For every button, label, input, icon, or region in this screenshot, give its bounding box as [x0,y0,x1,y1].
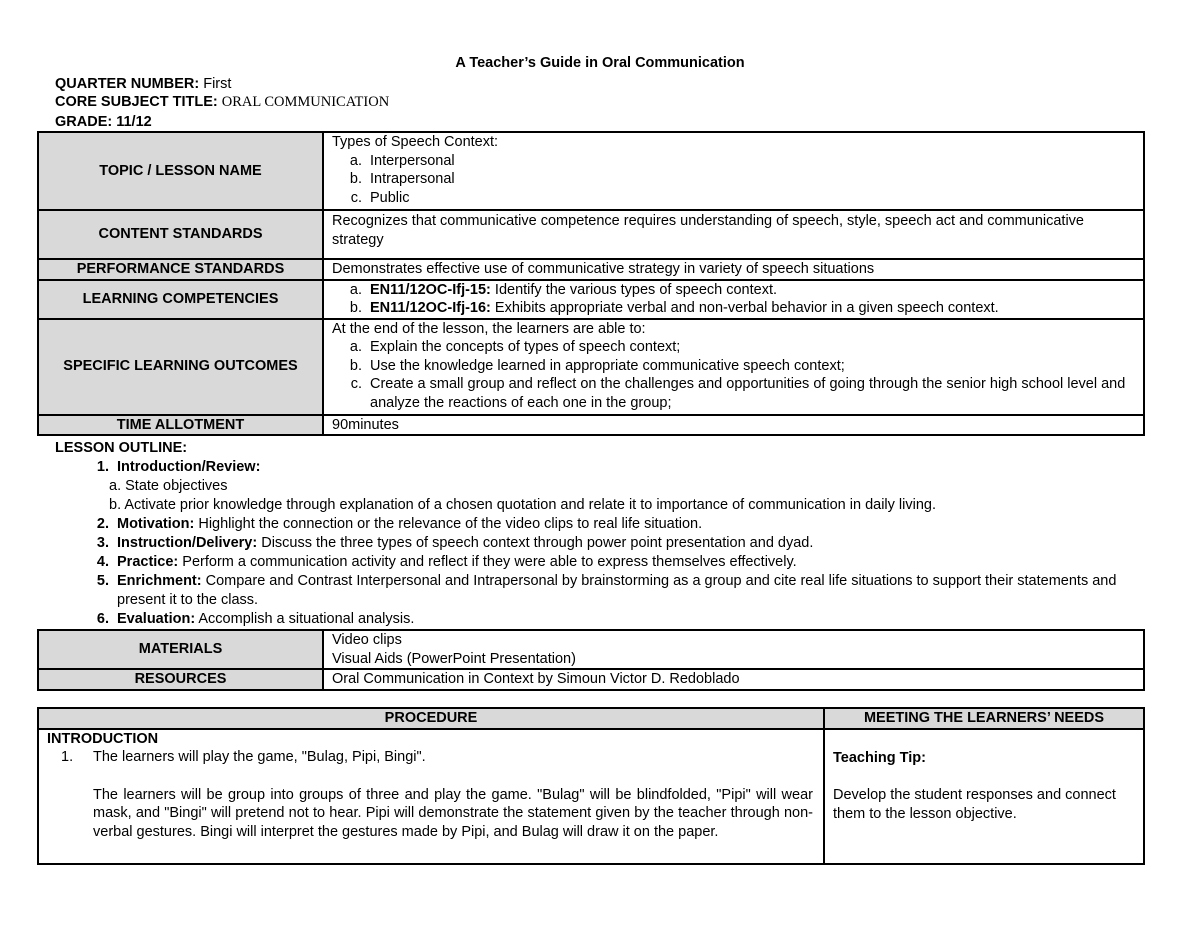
grade-label: GRADE: 11/12 [55,114,152,130]
quarter-value: First [203,76,232,92]
resources-row [38,669,1144,690]
outcome-item: a. Explain the concepts of types of speech context; [349,339,681,355]
lesson-outline-heading: LESSON OUTLINE: [55,440,188,456]
learning-competencies-label: LEARNING COMPETENCIES [38,280,323,319]
materials-row [38,630,1144,669]
performance-standards-value: Demonstrates effective use of communicative strategy in variety of speech situations [323,259,1144,280]
quarter-number [55,75,231,93]
outcome-item: b. Use the knowledge learned in appropriate communicative speech context; [349,357,845,374]
teaching-tip-text: Develop the student responses and connect them to the lesson objective. [833,787,1116,822]
materials-table [37,629,1145,691]
procedure-table [37,707,1145,865]
procedure-step-detail: The learners will be group into groups of three and play the game. "Bulag" will be blindfolded, "Pipi" will wear mask, and "Bingi" will pretend not to hear. Pipi will demonstrate the statement given by the teacher through non-verbal gestures. Bingi will interpret the gestures made by Pipi, and Bulag will draw it on the paper. [93,786,813,840]
topic-item: a. Interpersonal [349,152,455,169]
outline-item: 3. Instruction/Delivery: Discuss the three types of speech context through power point presentation and dyad. [96,535,814,551]
time-allotment-label: TIME ALLOTMENT [38,415,323,436]
lesson-info-table [37,131,1145,436]
competency-item: a. EN11/12OC-Ifj-15: Identify the various types of speech context. [349,281,778,298]
learners-needs-cell [824,729,1144,864]
learning-outcomes-label: SPECIFIC LEARNING OUTCOMES [38,319,323,415]
time-allotment-value: 90minutes [323,415,1144,436]
procedure-step: 1. The learners will play the game, "Bulag, Pipi, Bingi". [61,749,426,765]
learning-outcomes-value [323,319,1144,415]
content-standards-value: Recognizes that communicative competence requires understanding of speech, style, speech act and communicative strategy [323,210,1144,259]
learning-competencies-row [38,280,1144,319]
topic-item: b. Intrapersonal [349,171,455,187]
content-standards-row [38,210,1144,259]
outline-item: 1. Introduction/Review: [96,459,261,475]
materials-line: Video clips [332,632,402,648]
resources-value: Oral Communication in Context by Simoun Victor D. Redoblado [323,669,1144,690]
outline-item: 5. Enrichment: Compare and Contrast Interpersonal and Intrapersonal by brainstorming as a group and cite real life situations to support their statements and present it to the class. [96,573,1117,608]
competency-item: b. EN11/12OC-Ifj-16: Exhibits appropriate verbal and non-verbal behavior in a given speech context. [349,300,999,316]
learning-competencies-value [323,280,1144,319]
learners-needs-header: MEETING THE LEARNERS’ NEEDS [824,708,1144,729]
learning-outcomes-row [38,319,1144,415]
outline-item: 6. Evaluation: Accomplish a situational analysis. [96,611,415,627]
materials-label: MATERIALS [38,630,323,669]
quarter-label: QUARTER NUMBER: [55,76,200,92]
topic-label: TOPIC / LESSON NAME [38,132,323,210]
materials-line: Visual Aids (PowerPoint Presentation) [332,650,576,667]
outcome-item: c. Create a small group and reflect on the challenges and opportunities of going through the senior high school level and analyze the reactions of each one in the group; [350,376,1126,411]
materials-value [323,630,1144,669]
performance-standards-row [38,259,1144,280]
outline-item: 2. Motivation: Highlight the connection or the relevance of the video clips to real life situation. [96,516,703,532]
teaching-tip-label: Teaching Tip: [833,749,926,766]
lesson-outline [55,439,1165,629]
procedure-header-row [38,708,1144,729]
procedure-header: PROCEDURE [38,708,824,729]
time-allotment-row [38,415,1144,436]
subject-label: CORE SUBJECT TITLE: [55,94,218,110]
topic-row [38,132,1144,210]
outline-item: 4. Practice: Perform a communication activity and reflect if they were able to express themselves effectively. [96,554,797,570]
content-standards-label: CONTENT STANDARDS [38,210,323,259]
outline-subitem: a. State objectives [109,478,228,494]
core-subject-title [55,93,389,111]
topic-intro: Types of Speech Context: [332,134,499,150]
topic-item: c. Public [350,189,410,206]
outline-subitem: b. Activate prior knowledge through explanation of a chosen quotation and relate it to importance of communication in daily living. [109,497,936,513]
performance-standards-label: PERFORMANCE STANDARDS [38,259,323,280]
grade [55,113,152,131]
resources-label: RESOURCES [38,669,323,690]
procedure-body-row [38,729,1144,864]
outcomes-intro: At the end of the lesson, the learners are able to: [332,320,646,337]
document-title: A Teacher’s Guide in Oral Communication [455,55,745,71]
topic-value [323,132,1144,210]
subject-value: ORAL COMMUNICATION [221,94,390,110]
procedure-cell [38,729,824,864]
introduction-heading: INTRODUCTION [47,730,159,747]
